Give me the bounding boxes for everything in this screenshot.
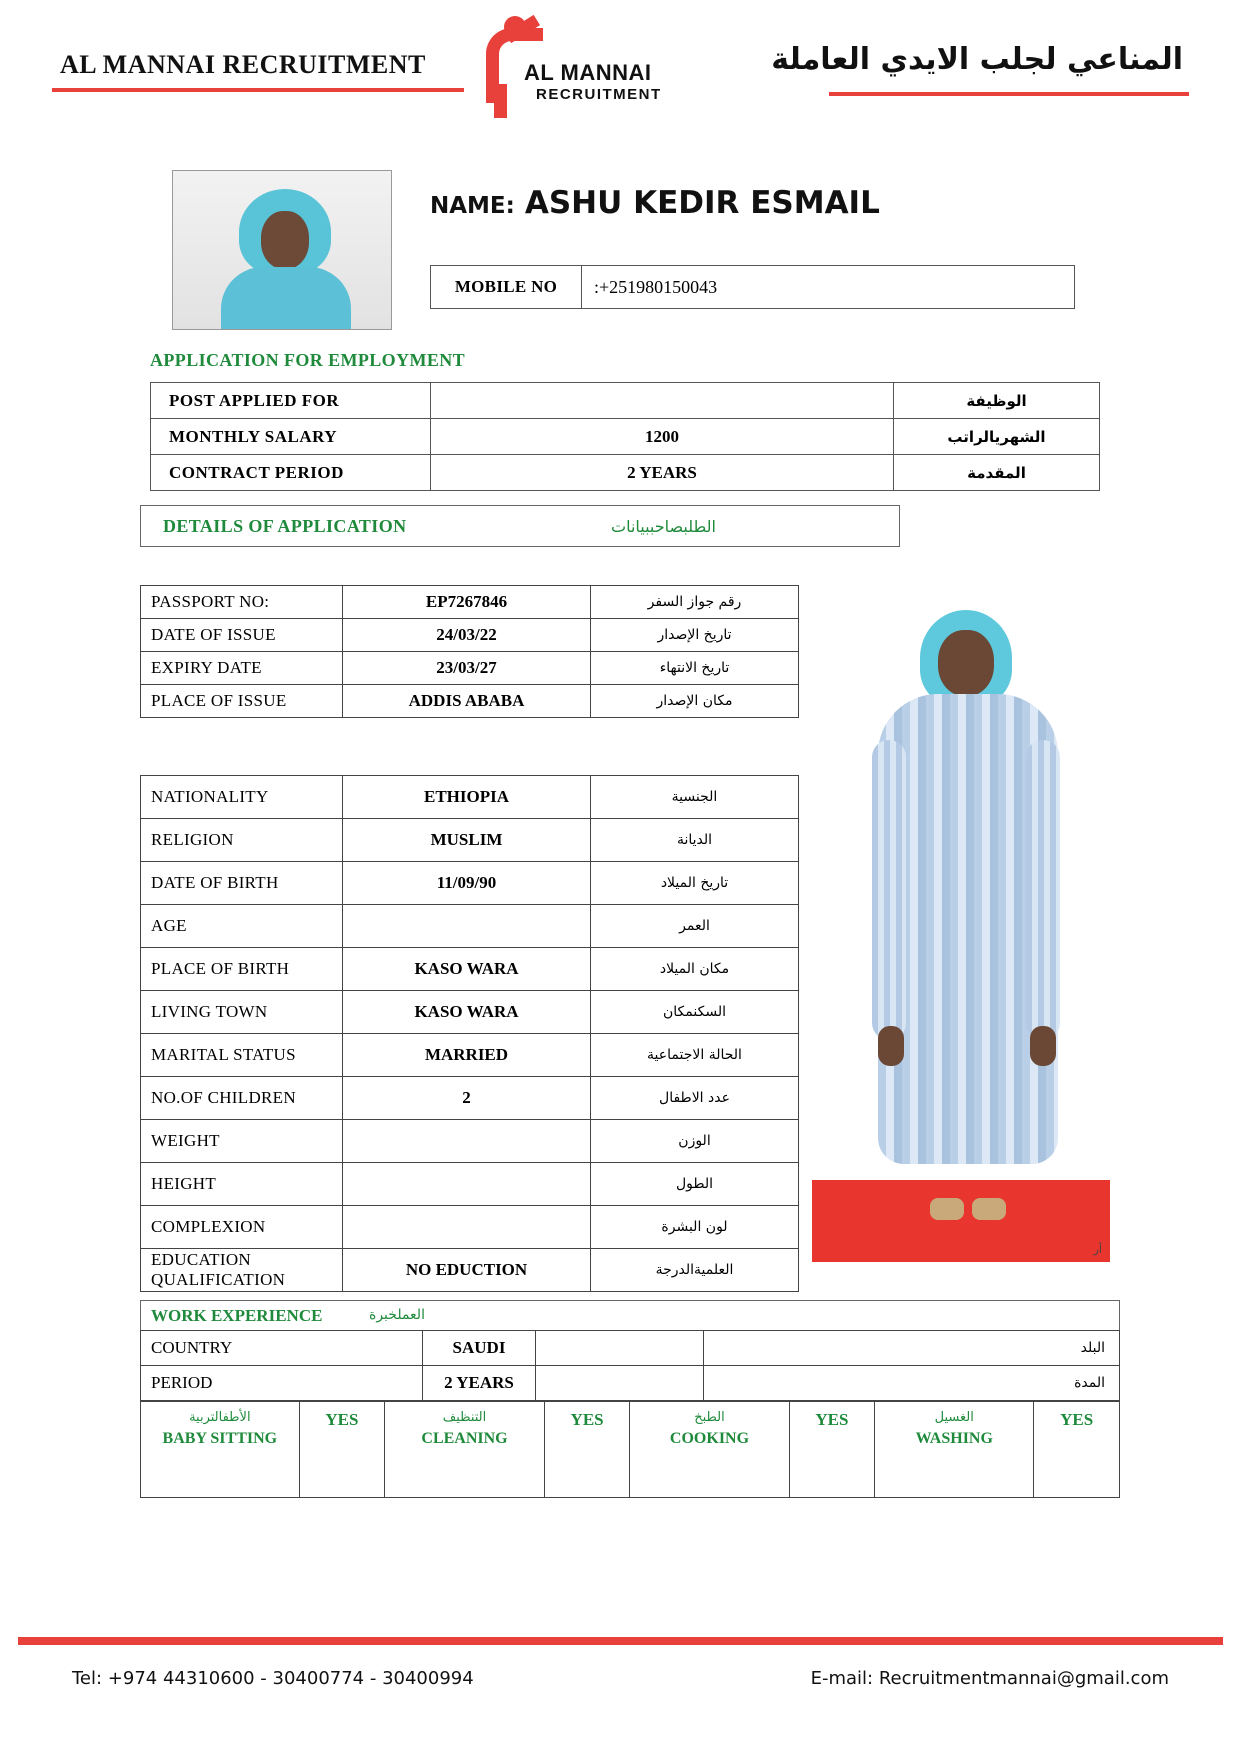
table-row [141, 819, 799, 862]
date-of-issue-label-ar: تاريخ الإصدار [591, 619, 799, 652]
table-row [141, 1331, 1120, 1366]
height-label-ar: الطول [591, 1163, 799, 1206]
photo-right-hand [1030, 1026, 1056, 1066]
living-town-label-ar: السكنمكان [591, 991, 799, 1034]
skill-baby-sitting-answer: YES [299, 1402, 385, 1498]
table-row [141, 1163, 799, 1206]
post-applied-label-ar: الوظيفة [894, 383, 1100, 419]
place-of-birth-value: KASO WARA [343, 948, 591, 991]
marital-status-label-ar: الحالة الاجتماعية [591, 1034, 799, 1077]
passport-details-table [140, 585, 799, 718]
al-mannai-logo [480, 10, 680, 128]
photo-right-arm [1026, 740, 1060, 1040]
table-row [141, 1034, 799, 1077]
skill-cooking-label-ar: الطبخ [694, 1410, 725, 1425]
religion-label-ar: الديانة [591, 819, 799, 862]
skill-washing-answer: YES [1034, 1402, 1120, 1498]
skill-washing [875, 1402, 1034, 1498]
table-row [141, 862, 799, 905]
details-of-application-bar [140, 505, 900, 547]
mobile-value: :+251980150043 [594, 276, 718, 297]
table-row [141, 1077, 799, 1120]
header-rule-left [52, 88, 464, 92]
no-of-children-label: NO.OF CHILDREN [141, 1077, 343, 1120]
logo-leg-icon [494, 84, 507, 118]
no-of-children-value: 2 [343, 1077, 591, 1120]
work-experience-section [140, 1300, 1120, 1498]
monthly-salary-label: MONTHLY SALARY [151, 419, 431, 455]
table-row [141, 685, 799, 718]
header-rule-right [829, 92, 1189, 96]
living-town-label: LIVING TOWN [141, 991, 343, 1034]
skill-cooking-answer: YES [789, 1402, 875, 1498]
photo-red-carpet [812, 1180, 1110, 1262]
details-title-ar: الطلبصاحببيانات [611, 517, 716, 536]
living-town-value: KASO WARA [343, 991, 591, 1034]
photo-watermark: أر [1093, 1243, 1102, 1256]
age-label: AGE [141, 905, 343, 948]
details-title-en: DETAILS OF APPLICATION [163, 516, 407, 536]
table-row [141, 991, 799, 1034]
place-of-issue-value: ADDIS ABABA [343, 685, 591, 718]
nationality-value: ETHIOPIA [343, 776, 591, 819]
date-of-birth-label: DATE OF BIRTH [141, 862, 343, 905]
period-label-ar: المدة [704, 1366, 1120, 1401]
personal-details-table [140, 775, 799, 1292]
photo-face [261, 211, 309, 269]
monthly-salary-label-ar: الشهريالراتب [894, 419, 1100, 455]
skill-baby-sitting [141, 1402, 300, 1498]
photo-left-hand [878, 1026, 904, 1066]
table-row [141, 1120, 799, 1163]
marital-status-value: MARRIED [343, 1034, 591, 1077]
skill-baby-sitting-label-ar: الأطفالتربية [189, 1410, 251, 1425]
table-row [151, 455, 1100, 491]
skill-cleaning-label-en: CLEANING [421, 1430, 508, 1447]
skill-cooking [630, 1402, 789, 1498]
work-experience-title-en: WORK EXPERIENCE [151, 1306, 323, 1325]
table-row [141, 586, 799, 619]
footer-email: E-mail: Recruitmentmannai@gmail.com [810, 1668, 1169, 1689]
date-of-birth-value: 11/09/90 [343, 862, 591, 905]
post-applied-value [431, 383, 894, 419]
work-experience-title-ar: العملخبرة [369, 1307, 425, 1323]
table-row [141, 905, 799, 948]
monthly-salary-value: 1200 [431, 419, 894, 455]
age-label-ar: العمر [591, 905, 799, 948]
photo-shoulders [221, 267, 351, 330]
photo-right-foot [972, 1198, 1006, 1220]
table-row [141, 619, 799, 652]
work-experience-title-bar [140, 1300, 1120, 1330]
table-row [141, 652, 799, 685]
photo-face [938, 630, 994, 696]
place-of-birth-label-ar: مكان الميلاد [591, 948, 799, 991]
table-row [141, 1366, 1120, 1401]
passport-no-value: EP7267846 [343, 586, 591, 619]
marital-status-label: MARITAL STATUS [141, 1034, 343, 1077]
logo-text-line2: RECRUITMENT [536, 86, 662, 103]
passport-no-label-ar: رقم جواز السفر [591, 586, 799, 619]
height-value [343, 1163, 591, 1206]
company-name-ar: المناعي لجلب الايدي العاملة [771, 42, 1183, 77]
education-qualification-value: NO EDUCTION [343, 1249, 591, 1292]
contract-period-label: CONTRACT PERIOD [151, 455, 431, 491]
contract-period-label-ar: المقدمة [894, 455, 1100, 491]
complexion-value [343, 1206, 591, 1249]
skill-washing-label-en: WASHING [915, 1430, 993, 1447]
passport-no-label: PASSPORT NO: [141, 586, 343, 619]
date-of-issue-label: DATE OF ISSUE [141, 619, 343, 652]
photo-left-arm [872, 740, 906, 1040]
weight-label-ar: الوزن [591, 1120, 799, 1163]
footer-rule [18, 1637, 1223, 1645]
period-extra-cell-1 [536, 1366, 704, 1401]
page-header [0, 0, 1241, 140]
applicant-full-body-photo [812, 590, 1110, 1262]
post-applied-label: POST APPLIED FOR [151, 383, 431, 419]
complexion-label: COMPLEXION [141, 1206, 343, 1249]
footer-telephone: Tel: +974 44310600 - 30400774 - 30400994 [72, 1668, 474, 1689]
place-of-issue-label-ar: مكان الإصدار [591, 685, 799, 718]
date-of-birth-label-ar: تاريخ الميلاد [591, 862, 799, 905]
expiry-date-value: 23/03/27 [343, 652, 591, 685]
skill-cleaning-answer: YES [544, 1402, 630, 1498]
applicant-passport-photo [172, 170, 392, 330]
table-row [151, 419, 1100, 455]
table-row [141, 776, 799, 819]
logo-text-line1: AL MANNAI [524, 60, 652, 85]
weight-label: WEIGHT [141, 1120, 343, 1163]
mobile-row [430, 265, 1075, 309]
no-of-children-label-ar: عدد الاطفال [591, 1077, 799, 1120]
country-value: SAUDI [423, 1331, 536, 1366]
education-qualification-label: EDUCATION QUALIFICATION [141, 1249, 343, 1292]
table-row [151, 383, 1100, 419]
section-title-application-for-employment: APPLICATION FOR EMPLOYMENT [150, 350, 466, 370]
religion-value: MUSLIM [343, 819, 591, 862]
table-row [141, 1249, 799, 1292]
mobile-label: MOBILE NO [431, 266, 582, 308]
table-row [141, 1206, 799, 1249]
religion-label: RELIGION [141, 819, 343, 862]
age-value [343, 905, 591, 948]
photo-left-foot [930, 1198, 964, 1220]
height-label: HEIGHT [141, 1163, 343, 1206]
place-of-issue-label: PLACE OF ISSUE [141, 685, 343, 718]
contract-period-value: 2 YEARS [431, 455, 894, 491]
table-row [141, 948, 799, 991]
skill-washing-label-ar: الغسيل [934, 1410, 974, 1425]
country-extra-cell-1 [536, 1331, 704, 1366]
place-of-birth-label: PLACE OF BIRTH [141, 948, 343, 991]
skills-table [140, 1401, 1120, 1498]
country-label-ar: البلد [704, 1331, 1120, 1366]
expiry-date-label: EXPIRY DATE [141, 652, 343, 685]
skill-cleaning [385, 1402, 545, 1498]
name-label: NAME: [430, 193, 515, 219]
company-name-en: AL MANNAI RECRUITMENT [60, 50, 426, 79]
date-of-issue-value: 24/03/22 [343, 619, 591, 652]
weight-value [343, 1120, 591, 1163]
nationality-label: NATIONALITY [141, 776, 343, 819]
education-qualification-label-ar: العلميةالدرجة [591, 1249, 799, 1292]
country-label: COUNTRY [141, 1331, 423, 1366]
post-details-table [150, 382, 1100, 491]
nationality-label-ar: الجنسية [591, 776, 799, 819]
complexion-label-ar: لون البشرة [591, 1206, 799, 1249]
skill-cooking-label-en: COOKING [669, 1430, 750, 1447]
skill-cleaning-label-ar: التنظيف [442, 1410, 487, 1425]
applicant-name-line [430, 185, 880, 221]
period-label: PERIOD [141, 1366, 423, 1401]
skill-baby-sitting-label-en: BABY SITTING [162, 1430, 278, 1447]
period-value: 2 YEARS [423, 1366, 536, 1401]
work-experience-table [140, 1330, 1120, 1401]
name-value: ASHU KEDIR ESMAIL [524, 185, 880, 221]
expiry-date-label-ar: تاريخ الانتهاء [591, 652, 799, 685]
table-row [141, 1402, 1120, 1498]
